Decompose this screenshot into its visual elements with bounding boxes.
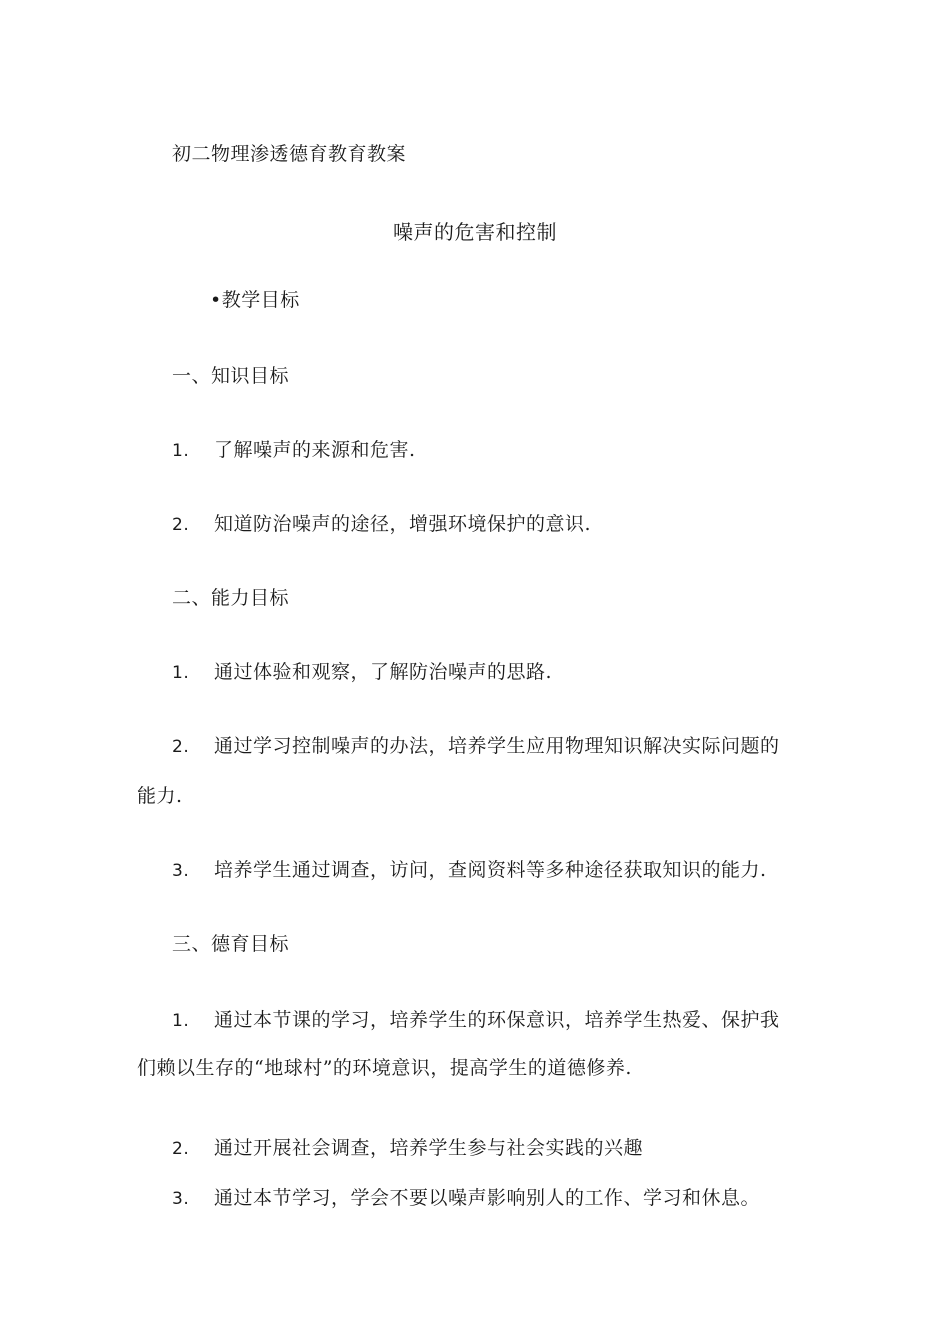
item-text: 通过体验和观察，了解防治噪声的思路. xyxy=(214,661,553,683)
item-text: 通过本节学习，学会不要以噪声影响别人的工作、学习和休息。 xyxy=(214,1187,761,1209)
item-number: 1. xyxy=(172,1011,190,1031)
section-title: 噪声的危害和控制 xyxy=(393,220,557,244)
item-number: 2. xyxy=(172,515,190,535)
list-item xyxy=(172,734,780,759)
ability-goals-heading: 二、能力目标 xyxy=(172,587,290,609)
teaching-goals-heading: •教学目标 xyxy=(210,289,300,311)
item-text: 培养学生通过调查，访问，查阅资料等多种途径获取知识的能力. xyxy=(214,859,767,881)
knowledge-goals-heading: 一、知识目标 xyxy=(172,365,290,387)
list-item xyxy=(172,512,591,537)
item-text: 了解噪声的来源和危害. xyxy=(214,439,416,461)
item-number: 3. xyxy=(172,861,190,881)
list-item xyxy=(172,438,416,463)
list-item xyxy=(172,1008,780,1033)
item-number: 1. xyxy=(172,441,190,461)
item-text-continuation: 们赖以生存的“地球村”的环境意识，提高学生的道德修养. xyxy=(137,1057,632,1079)
moral-goals-heading: 三、德育目标 xyxy=(172,933,290,955)
item-number: 3. xyxy=(172,1189,190,1209)
list-item xyxy=(172,858,767,883)
list-item xyxy=(172,1136,643,1161)
item-text: 通过本节课的学习，培养学生的环保意识，培养学生热爱、保护我 xyxy=(214,1009,780,1031)
item-text: 通过学习控制噪声的办法，培养学生应用物理知识解决实际问题的 xyxy=(214,735,780,757)
item-number: 1. xyxy=(172,663,190,683)
item-number: 2. xyxy=(172,1139,190,1159)
list-item xyxy=(172,1186,760,1211)
list-item xyxy=(172,660,552,685)
item-text: 通过开展社会调查，培养学生参与社会实践的兴趣 xyxy=(214,1137,644,1159)
document-title: 初二物理渗透德育教育教案 xyxy=(172,143,407,165)
item-number: 2. xyxy=(172,737,190,757)
item-text: 知道防治噪声的途径，增强环境保护的意识. xyxy=(214,513,592,535)
item-text-continuation: 能力. xyxy=(137,785,183,807)
